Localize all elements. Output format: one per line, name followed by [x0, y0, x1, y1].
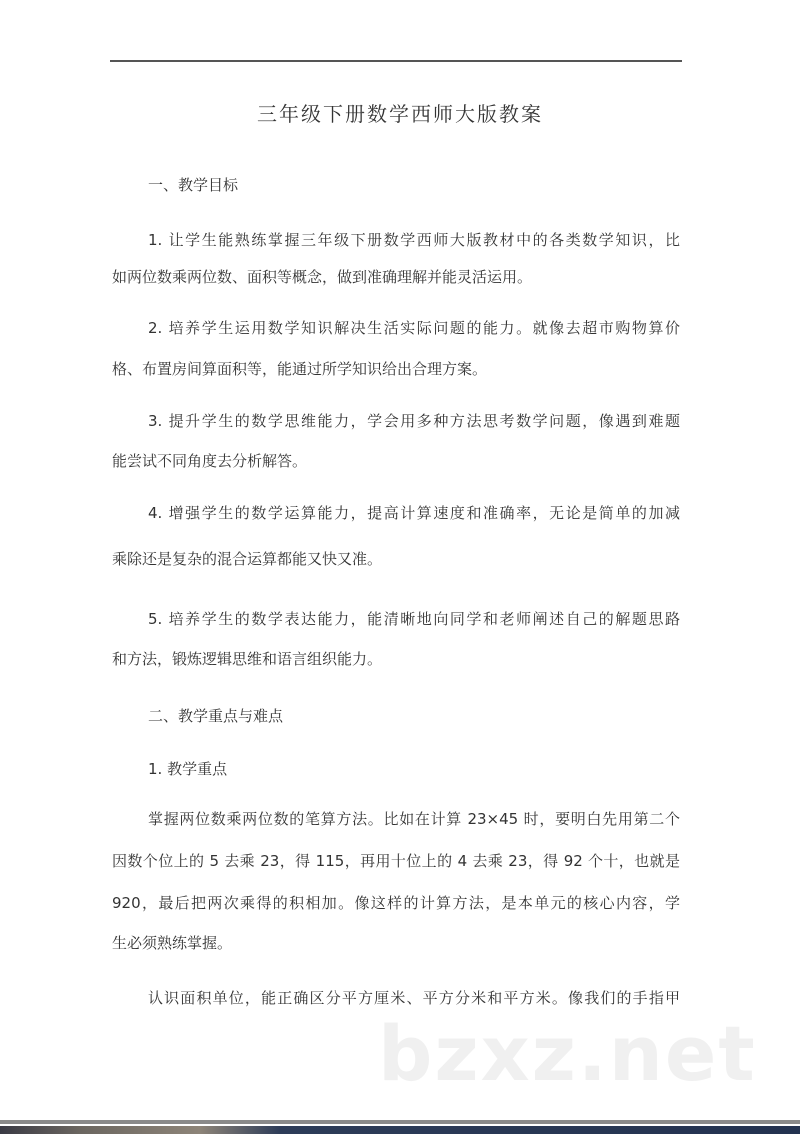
- header-rule: [110, 60, 682, 62]
- subsection-heading: 1. 教学重点: [148, 760, 228, 778]
- paragraph-line: 1. 让学生能熟练掌握三年级下册数学西师大版教材中的各类数学知识，比: [148, 231, 680, 249]
- paragraph-line: 2. 培养学生运用数学知识解决生活实际问题的能力。就像去超市购物算价: [148, 319, 680, 337]
- watermark: bzxz.net: [378, 1009, 757, 1098]
- paragraph-line: 格、布置房间算面积等，能通过所学知识给出合理方案。: [112, 360, 488, 378]
- next-page-preview: [0, 1126, 800, 1134]
- paragraph-line: 3. 提升学生的数学思维能力，学会用多种方法思考数学问题，像遇到难题: [148, 412, 680, 430]
- paragraph-line: 认识面积单位，能正确区分平方厘米、平方分米和平方米。像我们的手指甲: [148, 989, 680, 1007]
- document-title: 三年级下册数学西师大版教案: [257, 102, 543, 126]
- paragraph-line: 生必须熟练掌握。: [112, 934, 233, 952]
- section-heading: 一、教学目标: [148, 176, 239, 194]
- paragraph-line: 和方法，锻炼逻辑思维和语言组织能力。: [112, 650, 383, 668]
- section-heading: 二、教学重点与难点: [148, 707, 284, 725]
- paragraph-line: 乘除还是复杂的混合运算都能又快又准。: [112, 550, 383, 568]
- paragraph-line: 如两位数乘两位数、面积等概念，做到准确理解并能灵活运用。: [112, 268, 533, 286]
- page-bottom-border: [0, 1120, 800, 1124]
- paragraph-line: 5. 培养学生的数学表达能力，能清晰地向同学和老师阐述自己的解题思路: [148, 610, 680, 628]
- paragraph-line: 因数个位上的 5 去乘 23，得 115，再用十位上的 4 去乘 23，得 92 个十，也就是: [112, 852, 680, 870]
- paragraph-line: 920，最后把两次乘得的积相加。像这样的计算方法，是本单元的核心内容，学: [112, 894, 680, 912]
- paragraph-line: 掌握两位数乘两位数的笔算方法。比如在计算 23×45 时，要明白先用第二个: [148, 810, 680, 828]
- paragraph-line: 4. 增强学生的数学运算能力，提高计算速度和准确率，无论是简单的加减: [148, 504, 680, 522]
- paragraph-line: 能尝试不同角度去分析解答。: [112, 452, 308, 470]
